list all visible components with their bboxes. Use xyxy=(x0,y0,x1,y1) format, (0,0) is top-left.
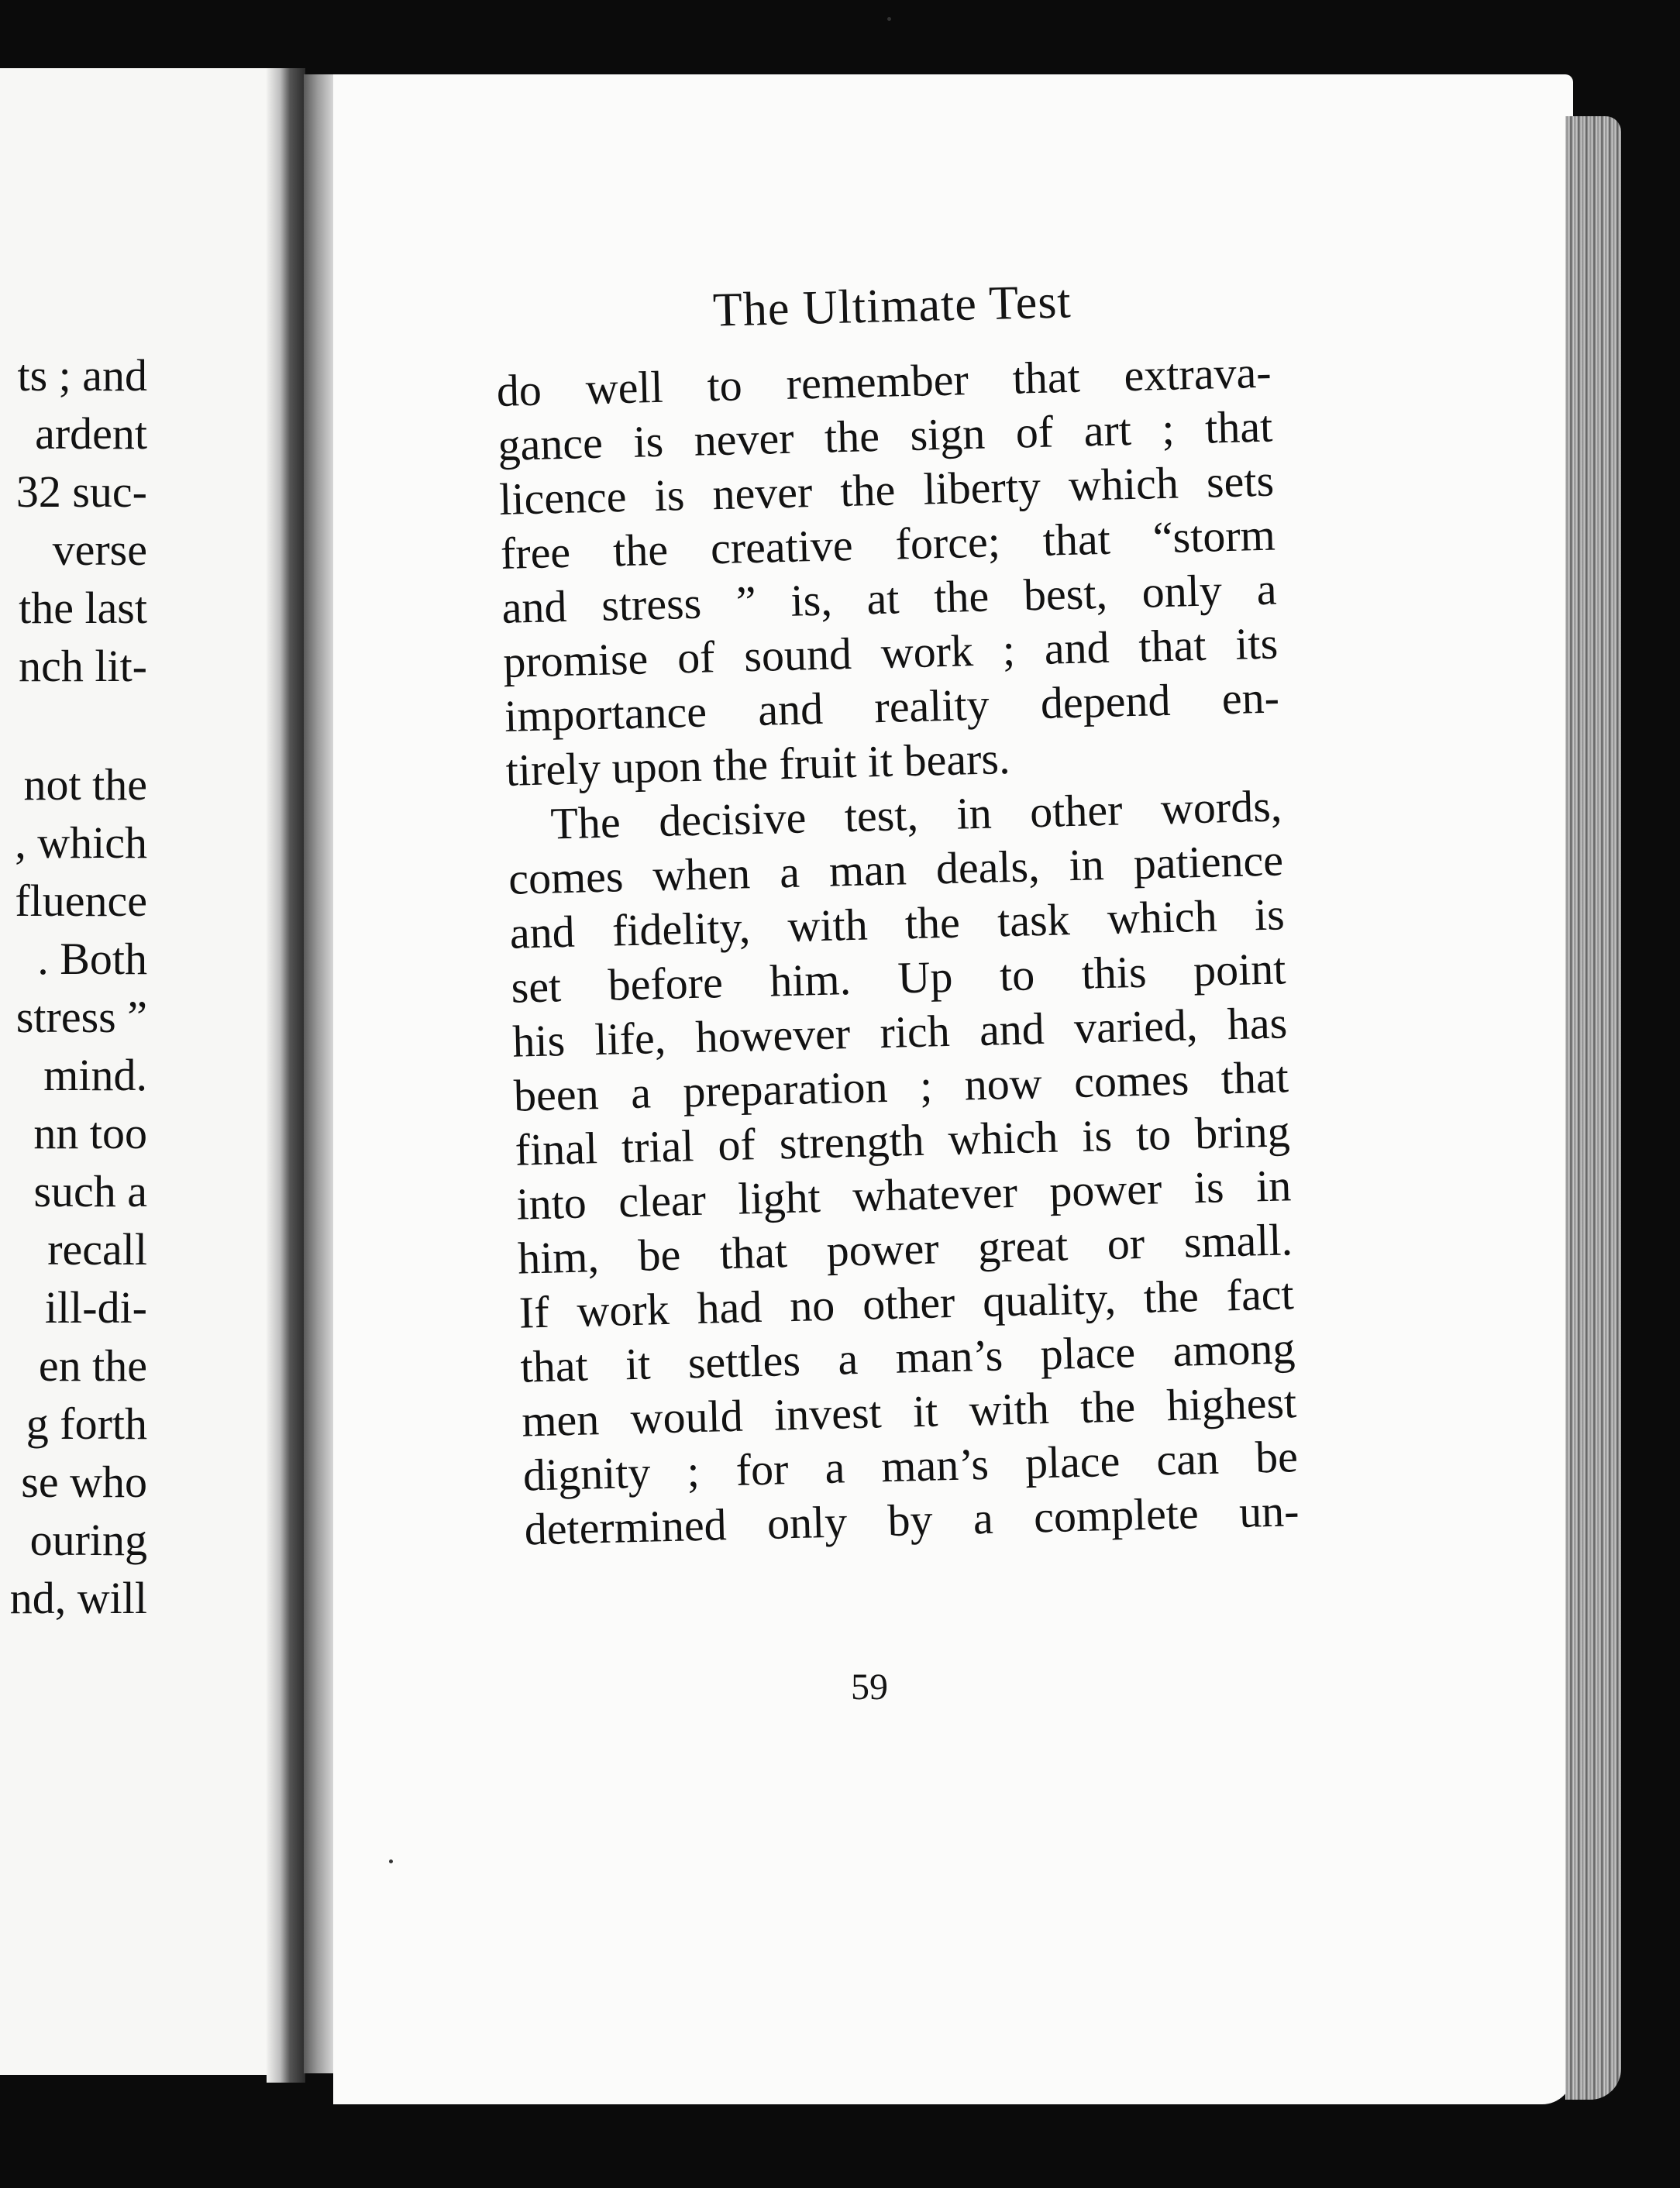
body-line: importance and reality depend en- xyxy=(504,672,1280,741)
dust-speck xyxy=(887,17,891,21)
left-line: not the xyxy=(23,759,147,810)
body-line: him, be that power great or small. xyxy=(517,1214,1293,1284)
body-line: been a preparation ; now comes that xyxy=(513,1051,1289,1121)
body-line: his life, however rich and varied, has xyxy=(511,997,1288,1067)
body-line: If work had no other quality, the fact xyxy=(518,1268,1295,1338)
body-line: gance is never the sign of art ; that xyxy=(497,401,1273,470)
body-line: determined only by a complete un- xyxy=(523,1485,1300,1555)
page-edges xyxy=(1565,116,1621,2100)
left-line: , which xyxy=(15,817,147,868)
body-line: promise of sound work ; and that its xyxy=(502,618,1279,687)
body-line: set before him. Up to this point xyxy=(510,943,1287,1013)
left-line: fluence xyxy=(15,876,147,926)
body-line: free the creative force; that “storm xyxy=(500,509,1276,579)
body-line: men would invest it with the highest xyxy=(521,1377,1297,1447)
left-line: nch lit- xyxy=(19,641,147,691)
book-gutter xyxy=(267,68,305,2083)
paragraph-start-line: The decisive test, in other words, xyxy=(549,780,1282,849)
left-line: ts ; and xyxy=(17,350,147,401)
body-line: and stress ” is, at the best, only a xyxy=(501,563,1278,633)
body-line: into clear light whatever power is in xyxy=(515,1160,1292,1230)
left-line: ouring xyxy=(29,1515,147,1565)
body-line: do well to remember that extrava- xyxy=(496,346,1272,416)
left-line: verse xyxy=(52,525,147,575)
body-line: final trial of strength which is to bring xyxy=(514,1106,1291,1175)
left-line: stress ” xyxy=(15,992,147,1042)
left-line: en the xyxy=(38,1340,147,1391)
right-page-body xyxy=(496,345,1315,1557)
running-head: The Ultimate Test xyxy=(712,275,1072,337)
left-line: ill-di- xyxy=(44,1282,147,1333)
body-line: that it settles a man’s place among xyxy=(519,1323,1296,1392)
left-line: nd, will xyxy=(9,1573,147,1623)
left-page-text-fragment xyxy=(0,349,147,1666)
left-line: such a xyxy=(33,1166,147,1216)
body-line: tirely upon the fruit it bears. xyxy=(505,732,1011,796)
page-number: 59 xyxy=(851,1667,888,1708)
left-line: 32 suc- xyxy=(15,466,147,517)
left-line: g forth xyxy=(26,1398,147,1449)
body-line: dignity ; for a man’s place can be xyxy=(522,1431,1299,1501)
left-line: se who xyxy=(21,1457,147,1507)
dust-speck xyxy=(389,1859,393,1863)
left-line: recall xyxy=(47,1224,147,1275)
left-line: . Both xyxy=(37,934,147,984)
body-line: and fidelity, with the task which is xyxy=(509,889,1286,958)
left-line: ardent xyxy=(35,408,147,459)
left-line: the last xyxy=(19,583,147,633)
body-line: licence is never the liberty which sets xyxy=(498,455,1275,525)
left-line: nn too xyxy=(33,1108,147,1158)
body-line: comes when a man deals, in patience xyxy=(508,834,1284,904)
left-line: mind. xyxy=(43,1050,147,1100)
